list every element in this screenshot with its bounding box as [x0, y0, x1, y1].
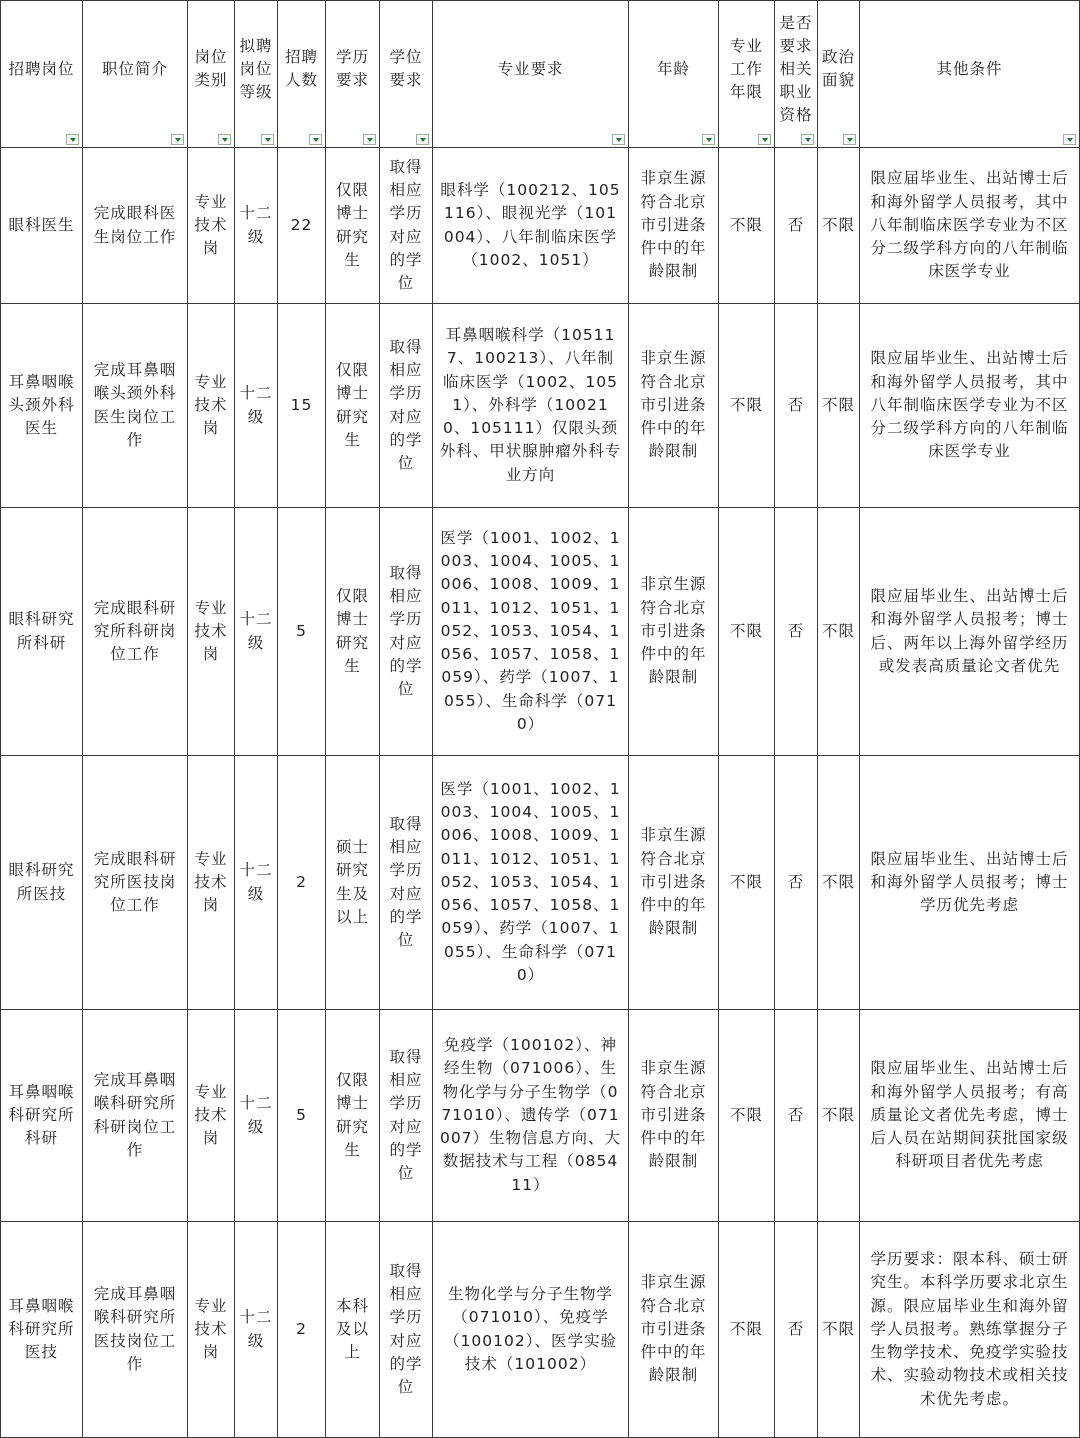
- cell-level: 十二级: [235, 304, 278, 508]
- header-category: [188, 1, 235, 148]
- table-row: [1, 756, 1080, 1010]
- cell-education: 本科及以上: [326, 1222, 380, 1438]
- cell-description: 完成耳鼻咽喉科研究所医技岗位工作: [83, 1222, 188, 1438]
- cell-major: 医学（1001、1002、1003、1004、1005、1006、1008、1009、1011、1012、1051、1052、1053、1054、1056、1057、1058、1059）、药学（1007、1055）、生命科学（0710）: [433, 756, 629, 1010]
- filter-dropdown-icon[interactable]: [612, 134, 625, 145]
- cell-major: 耳鼻咽喉科学（105117、100213）、八年制临床医学（1002、1051）、外科学（100210、105111）仅限头颈外科、甲状腺肿瘤外科专业方向: [433, 304, 629, 508]
- cell-work-years: 不限: [719, 756, 775, 1010]
- header-qualification: [775, 1, 818, 148]
- cell-count: 5: [278, 1010, 326, 1222]
- cell-education: 仅限博士研究生: [326, 148, 380, 304]
- cell-major: 眼科学（100212、105116）、眼视光学（101004）、八年制临床医学（1002、1051）: [433, 148, 629, 304]
- cell-category: 专业技术岗: [188, 508, 235, 756]
- cell-age: 非京生源符合北京市引进条件中的年龄限制: [629, 508, 719, 756]
- cell-position: 眼科研究所科研: [1, 508, 83, 756]
- header-work-years: [719, 1, 775, 148]
- cell-position: 耳鼻咽喉头颈外科医生: [1, 304, 83, 508]
- filter-dropdown-icon[interactable]: [363, 134, 376, 145]
- cell-position: 耳鼻咽喉科研究所科研: [1, 1010, 83, 1222]
- header-education: [326, 1, 380, 148]
- filter-dropdown-icon[interactable]: [702, 134, 715, 145]
- filter-dropdown-icon[interactable]: [843, 134, 856, 145]
- cell-political: 不限: [818, 756, 860, 1010]
- cell-political: 不限: [818, 304, 860, 508]
- cell-degree: 取得相应学历对应的学位: [380, 1010, 433, 1222]
- cell-qualification: 否: [775, 304, 818, 508]
- header-label: 是否要求相关职业资格: [779, 13, 813, 124]
- header-label: 政治面貌: [822, 48, 856, 89]
- filter-dropdown-icon[interactable]: [66, 134, 79, 145]
- header-label: 学位要求: [389, 48, 423, 89]
- cell-political: 不限: [818, 1010, 860, 1222]
- cell-political: 不限: [818, 1222, 860, 1438]
- table-row: [1, 508, 1080, 756]
- header-label: 招聘岗位: [8, 59, 75, 78]
- filter-dropdown-icon[interactable]: [261, 134, 274, 145]
- cell-age: 非京生源符合北京市引进条件中的年龄限制: [629, 1010, 719, 1222]
- header-level: [235, 1, 278, 148]
- cell-description: 完成眼科研究所医技岗位工作: [83, 756, 188, 1010]
- cell-age: 非京生源符合北京市引进条件中的年龄限制: [629, 756, 719, 1010]
- cell-position: 眼科研究所医技: [1, 756, 83, 1010]
- cell-degree: 取得相应学历对应的学位: [380, 304, 433, 508]
- cell-other: 限应届毕业生、出站博士后和海外留学人员报考；博士后、两年以上海外留学经历或发表高质量论文者优先: [860, 508, 1080, 756]
- cell-political: 不限: [818, 508, 860, 756]
- cell-other: 学历要求：限本科、硕士研究生。本科学历要求北京生源。限应届毕业生和海外留学人员报考。熟练掌握分子生物学技术、免疫学实验技术、实验动物技术或相关技术优先考虑。: [860, 1222, 1080, 1438]
- cell-other: 限应届毕业生、出站博士后和海外留学人员报考，其中八年制临床医学专业为不区分二级学科方向的八年制临床医学专业: [860, 304, 1080, 508]
- cell-position: 耳鼻咽喉科研究所医技: [1, 1222, 83, 1438]
- cell-age: 非京生源符合北京市引进条件中的年龄限制: [629, 1222, 719, 1438]
- cell-work-years: 不限: [719, 148, 775, 304]
- cell-major: 医学（1001、1002、1003、1004、1005、1006、1008、1009、1011、1012、1051、1052、1053、1054、1056、1057、1058、1059）、药学（1007、1055）、生命科学（0710）: [433, 508, 629, 756]
- cell-education: 仅限博士研究生: [326, 1010, 380, 1222]
- cell-position: 眼科医生: [1, 148, 83, 304]
- cell-count: 22: [278, 148, 326, 304]
- cell-level: 十二级: [235, 1222, 278, 1438]
- cell-category: 专业技术岗: [188, 148, 235, 304]
- filter-dropdown-icon[interactable]: [801, 134, 814, 145]
- table-row: [1, 304, 1080, 508]
- cell-count: 2: [278, 756, 326, 1010]
- header-label: 专业要求: [497, 59, 564, 78]
- cell-other: 限应届毕业生、出站博士后和海外留学人员报考；有高质量论文者优先考虑，博士后人员在站期间获批国家级科研项目者优先考虑: [860, 1010, 1080, 1222]
- header-label: 学历要求: [335, 48, 369, 89]
- cell-education: 仅限博士研究生: [326, 304, 380, 508]
- cell-level: 十二级: [235, 756, 278, 1010]
- header-degree: [380, 1, 433, 148]
- cell-category: 专业技术岗: [188, 756, 235, 1010]
- cell-major: 生物化学与分子生物学（071010）、免疫学（100102）、医学实验技术（101002）: [433, 1222, 629, 1438]
- cell-degree: 取得相应学历对应的学位: [380, 756, 433, 1010]
- header-label: 职位简介: [101, 59, 168, 78]
- cell-category: 专业技术岗: [188, 1010, 235, 1222]
- table-row: [1, 1010, 1080, 1222]
- header-political: [818, 1, 860, 148]
- cell-major: 免疫学（100102）、神经生物（071006）、生物化学与分子生物学（071010）、遗传学（071007）生物信息方向、大数据技术与工程（085411）: [433, 1010, 629, 1222]
- cell-work-years: 不限: [719, 1222, 775, 1438]
- header-major: [433, 1, 629, 148]
- cell-description: 完成耳鼻咽喉头颈外科医生岗位工作: [83, 304, 188, 508]
- cell-category: 专业技术岗: [188, 1222, 235, 1438]
- cell-qualification: 否: [775, 1010, 818, 1222]
- cell-degree: 取得相应学历对应的学位: [380, 148, 433, 304]
- table-row: [1, 1222, 1080, 1438]
- cell-level: 十二级: [235, 148, 278, 304]
- header-label: 年龄: [656, 59, 690, 78]
- table-row: [1, 148, 1080, 304]
- header-label: 岗位类别: [194, 48, 228, 89]
- cell-count: 5: [278, 508, 326, 756]
- cell-qualification: 否: [775, 1222, 818, 1438]
- cell-age: 非京生源符合北京市引进条件中的年龄限制: [629, 148, 719, 304]
- cell-work-years: 不限: [719, 508, 775, 756]
- cell-political: 不限: [818, 148, 860, 304]
- header-label: 拟聘岗位等级: [239, 36, 273, 101]
- cell-work-years: 不限: [719, 304, 775, 508]
- filter-dropdown-icon[interactable]: [309, 134, 322, 145]
- cell-education: 仅限博士研究生: [326, 508, 380, 756]
- cell-degree: 取得相应学历对应的学位: [380, 508, 433, 756]
- filter-dropdown-icon[interactable]: [758, 134, 771, 145]
- header-description: [83, 1, 188, 148]
- cell-other: 限应届毕业生、出站博士后和海外留学人员报考；博士学历优先考虑: [860, 756, 1080, 1010]
- filter-dropdown-icon[interactable]: [416, 134, 429, 145]
- header-age: [629, 1, 719, 148]
- cell-qualification: 否: [775, 148, 818, 304]
- header-other: [860, 1, 1080, 148]
- filter-dropdown-icon[interactable]: [171, 134, 184, 145]
- filter-dropdown-icon[interactable]: [218, 134, 231, 145]
- cell-education: 硕士研究生及以上: [326, 756, 380, 1010]
- cell-age: 非京生源符合北京市引进条件中的年龄限制: [629, 304, 719, 508]
- cell-work-years: 不限: [719, 1010, 775, 1222]
- header-count: [278, 1, 326, 148]
- cell-description: 完成眼科研究所科研岗位工作: [83, 508, 188, 756]
- header-row: [1, 1, 1080, 148]
- header-label: 其他条件: [936, 59, 1003, 78]
- cell-description: 完成眼科医生岗位工作: [83, 148, 188, 304]
- cell-category: 专业技术岗: [188, 304, 235, 508]
- cell-level: 十二级: [235, 1010, 278, 1222]
- cell-count: 15: [278, 304, 326, 508]
- filter-dropdown-icon[interactable]: [1063, 134, 1076, 145]
- header-label: 招聘人数: [284, 48, 318, 89]
- header-label: 专业工作年限: [729, 36, 763, 101]
- cell-level: 十二级: [235, 508, 278, 756]
- cell-qualification: 否: [775, 508, 818, 756]
- cell-description: 完成耳鼻咽喉科研究所科研岗位工作: [83, 1010, 188, 1222]
- cell-other: 限应届毕业生、出站博士后和海外留学人员报考，其中八年制临床医学专业为不区分二级学科方向的八年制临床医学专业: [860, 148, 1080, 304]
- cell-qualification: 否: [775, 756, 818, 1010]
- cell-degree: 取得相应学历对应的学位: [380, 1222, 433, 1438]
- cell-count: 2: [278, 1222, 326, 1438]
- header-position: [1, 1, 83, 148]
